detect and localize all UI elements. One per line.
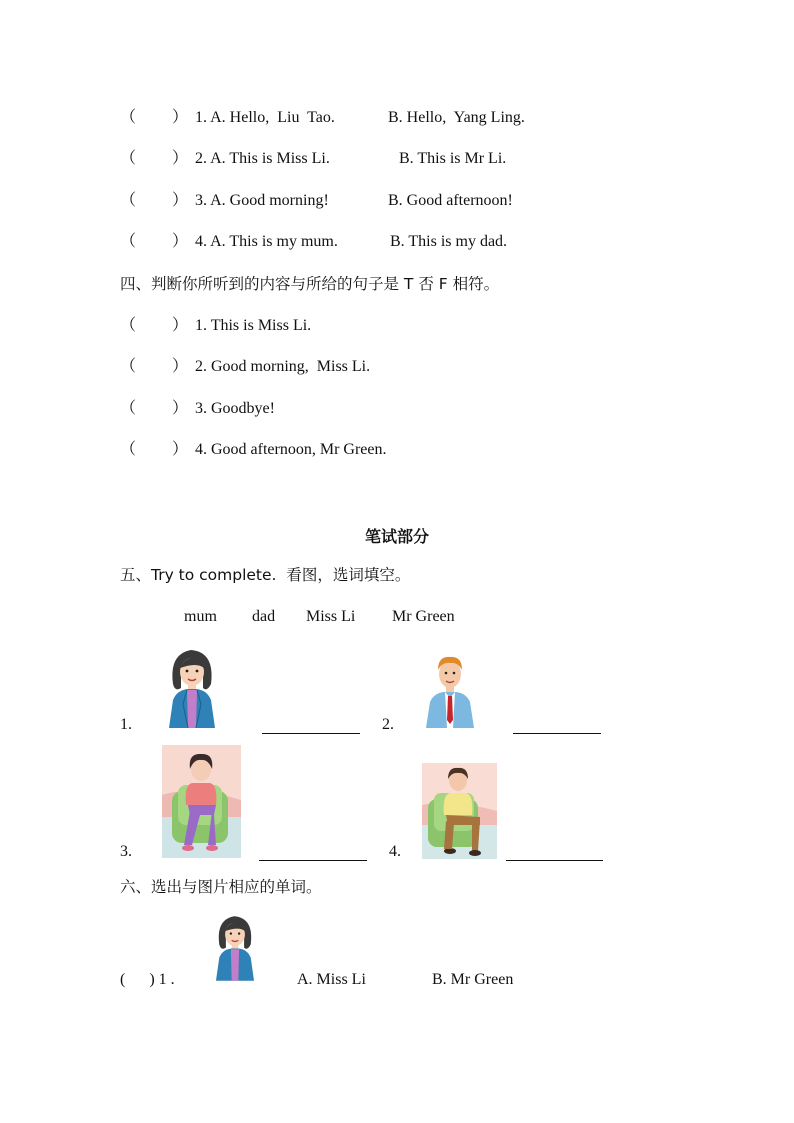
answer-paren-close: ） bbox=[172, 109, 189, 126]
option-b: B. Good afternoon! bbox=[388, 192, 513, 209]
answer-paren-open[interactable]: （ bbox=[120, 441, 137, 458]
option-b: B. Mr Green bbox=[432, 971, 514, 988]
answer-paren-open[interactable]: （ bbox=[120, 150, 137, 167]
answer-blank-3[interactable] bbox=[259, 860, 367, 861]
item-number: 1. bbox=[120, 716, 132, 733]
item-number: 3. bbox=[120, 843, 132, 860]
section-6-heading: 六、选出与图片相应的单词。 bbox=[120, 878, 322, 896]
written-part-title: 笔试部分 bbox=[364, 527, 429, 546]
answer-paren-open[interactable]: （ bbox=[120, 109, 137, 126]
section-4-heading: 四、判断你所听到的内容与所给的句子是 T 否 F 相符。 bbox=[120, 275, 500, 293]
answer-paren-open[interactable]: （ bbox=[120, 233, 137, 250]
mum-sitting-picture bbox=[162, 745, 241, 858]
sentence: 4. Good afternoon, Mr Green. bbox=[195, 441, 387, 458]
option-b: B. This is my dad. bbox=[390, 233, 508, 250]
woman-teacher-picture bbox=[211, 910, 259, 982]
dad-sitting-picture bbox=[422, 763, 497, 859]
option-a: 2. A. This is Miss Li. bbox=[195, 150, 330, 167]
sentence: 2. Good morning, Miss Li. bbox=[195, 358, 371, 375]
answer-paren-open[interactable]: （ bbox=[120, 317, 137, 334]
word-bank-item: Mr Green bbox=[392, 608, 455, 625]
woman-teacher-picture bbox=[163, 644, 221, 728]
answer-paren-open[interactable]: （ bbox=[120, 192, 137, 209]
option-a: 3. A. Good morning! bbox=[195, 192, 329, 209]
option-b: B. Hello, Yang Ling. bbox=[388, 109, 525, 126]
answer-blank-2[interactable] bbox=[513, 733, 601, 734]
item-number: 4. bbox=[389, 843, 401, 860]
section-5-heading: 五、Try to complete. 看图，选词填空。 bbox=[120, 566, 411, 584]
word-bank-item: mum bbox=[184, 608, 217, 625]
option-a: 1. A. Hello, Liu Tao. bbox=[195, 109, 335, 126]
answer-blank-1[interactable] bbox=[262, 733, 360, 734]
word-bank-item: Miss Li bbox=[306, 608, 356, 625]
option-a: 4. A. This is my mum. bbox=[195, 233, 338, 250]
word-bank-item: dad bbox=[252, 608, 276, 625]
choice-answer-slot[interactable]: ( ) 1 . bbox=[120, 971, 175, 988]
answer-paren-close: ） bbox=[172, 400, 189, 417]
answer-paren-close: ） bbox=[172, 441, 189, 458]
option-a: A. Miss Li bbox=[297, 971, 366, 988]
answer-paren-close: ） bbox=[172, 150, 189, 167]
answer-paren-open[interactable]: （ bbox=[120, 358, 137, 375]
item-number: 2. bbox=[382, 716, 394, 733]
answer-paren-close: ） bbox=[172, 317, 189, 334]
answer-paren-open[interactable]: （ bbox=[120, 400, 137, 417]
man-teacher-picture bbox=[424, 650, 476, 728]
answer-paren-close: ） bbox=[172, 358, 189, 375]
sentence: 1. This is Miss Li. bbox=[195, 317, 312, 334]
answer-paren-close: ） bbox=[172, 233, 189, 250]
answer-blank-4[interactable] bbox=[506, 860, 603, 861]
option-b: B. This is Mr Li. bbox=[399, 150, 507, 167]
answer-paren-close: ） bbox=[172, 192, 189, 209]
sentence: 3. Goodbye! bbox=[195, 400, 275, 417]
